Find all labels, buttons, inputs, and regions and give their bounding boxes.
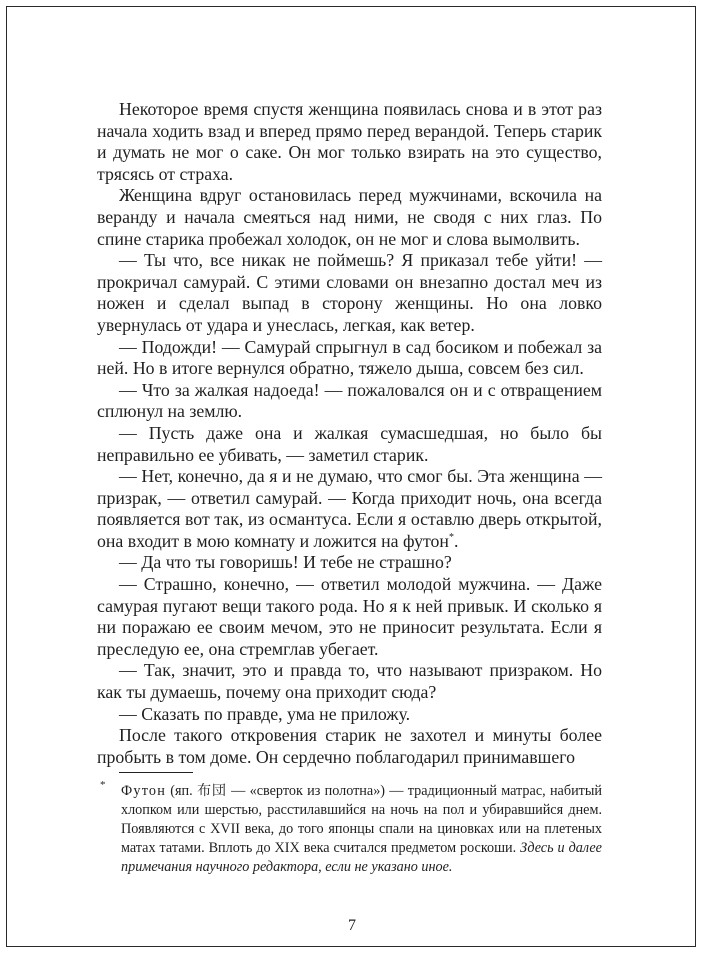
paragraph: — Что за жалкая надоеда! — пожаловался он и с отвращением сплюнул на землю.: [97, 379, 602, 422]
footnote-body: (яп. 布団 — «сверток из полотна») — традиционный матрас, набитый хлопком или шерстью, расстилавшийся на ночь на пол и убиравшийся днем. Появляются с XVII века, до того японцы спали на циновках или на плетеных матах татами. Вплоть до XIX века считался предметом роскоши.: [121, 783, 602, 856]
paragraph: — Ты что, все никак не поймешь? Я приказал тебе уйти! — прокричал самурай. С этими словами он внезапно достал меч из ножен и сделал выпад в сторону женщины. Но она ловко увернулась от удара и унеслась, легкая, как ветер.: [97, 250, 602, 335]
paragraph: — Подожди! — Самурай спрыгнул в сад босиком и побежал за ней. Но в итоге вернулся обратно, тяжело дыша, совсем без сил.: [97, 336, 602, 379]
paragraph: Женщина вдруг остановилась перед мужчинами, вскочила на веранду и начала смеяться над ними, не сводя с них глаз. По спине старика пробежал холодок, он не мог и слова вымолвить.: [97, 185, 602, 249]
footnote-term: Футон: [121, 783, 167, 799]
footnote: [121, 782, 602, 877]
paragraph: — Пусть даже она и жалкая сумасшедшая, но было бы неправильно ее убивать, — заметил старик.: [97, 422, 602, 465]
footnote-mark: *: [100, 779, 106, 791]
footnote-reference: *: [448, 531, 454, 543]
paragraph: После такого откровения старик не захотел и минуты более пробыть в том доме. Он сердечно поблагодарил принимавшего: [97, 725, 602, 767]
paragraph-with-footnote-ref: [97, 466, 602, 552]
paragraph: — Страшно, конечно, — ответил молодой мужчина. — Даже самурая пугают вещи такого рода. Но я к ней привык. И сколько я ни поражаю ее своим мечом, это не приносит результата. Если я преследую ее, она стремглав убегает.: [97, 574, 602, 659]
footnote-divider: [119, 772, 193, 773]
paragraph-tail: .: [453, 530, 459, 551]
page-number: 7: [348, 917, 356, 934]
paragraph: — Так, значит, это и правда то, что называют призраком. Но как ты думаешь, почему она приходит сюда?: [97, 660, 602, 703]
paragraph-text: — Нет, конечно, да я и не думаю, что смог бы. Эта женщина — призрак, — ответил самурай. — Когда приходит ночь, она всегда появляется вот так, из османтуса. Если я оставлю дверь открытой, она входит в мою комнату и ложится на футон: [97, 466, 602, 551]
paragraph: Некоторое время спустя женщина появилась снова и в этот раз начала ходить взад и вперед прямо перед верандой. Теперь старик и думать не мог о саке. Он мог только взирать на это существо, трясясь от страха.: [97, 99, 602, 184]
body-text: [97, 99, 602, 768]
paragraph: — Сказать по правде, ума не приложу.: [119, 703, 411, 724]
paragraph: — Да что ты говоришь! И тебе не страшно?: [119, 552, 452, 573]
footnote-editor-note: Здесь и далее примечания научного редактора, если не указано иное.: [121, 840, 602, 875]
